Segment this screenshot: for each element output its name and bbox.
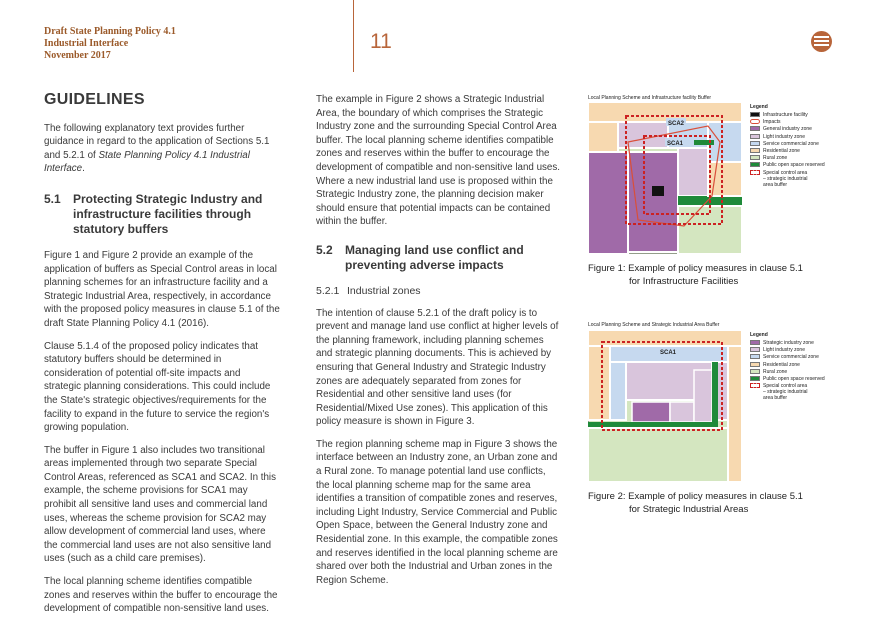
figure2-map-title: Local Planning Scheme and Strategic Industrial Area Buffer (588, 322, 720, 328)
sca1-label: SCA1 (667, 141, 684, 147)
section-5-2-1-heading (316, 285, 560, 299)
caption-line: for Strategic Industrial Areas (629, 504, 749, 515)
document-header (44, 26, 176, 62)
legend-label: Infrastructure facility (763, 112, 808, 118)
legend-item (750, 369, 840, 375)
legend-label: General industry zone (763, 126, 812, 133)
legend-item (750, 141, 840, 147)
legend-item (750, 119, 840, 125)
legend-swatch (750, 340, 760, 345)
legend-swatch (750, 134, 760, 139)
intro-text: The following explanatory text provides further guidance in regard to the application of Sections 5.1 and 5.2.1 of (44, 122, 270, 161)
middle-column (316, 93, 560, 596)
legend-item (750, 162, 840, 168)
section-title: Managing land use conflict and preventing adverse impacts (345, 242, 524, 272)
figure1-caption (588, 262, 803, 288)
legend-item (750, 155, 840, 161)
legend-label: Light industry zone (763, 347, 805, 354)
figure1-legend (750, 104, 840, 189)
paragraph: The example in Figure 2 shows a Strategic Industrial Area, the boundary of which comprises the Strategic Industry zone and the surrounding Special Control Area buffer. The local planning scheme identifies compatible zones and reserves within the buffer to encourage the development of compatible and non-sensitive land uses. Where a new industrial land use is proposed within the Strategic Industry zone, the planning decision maker should ensure that potential impacts can be contained within the buffer. (316, 94, 560, 228)
round-striped-logo-icon (811, 31, 832, 52)
legend-title: Legend (750, 104, 768, 110)
legend-label: Rural zone (763, 368, 788, 375)
paragraph: Figure 1 and Figure 2 provide an example of the application of buffers as Special Control areas in local planning schemes for an infrastructure facility and a Strategic Industrial Area, respectively, in accordance with the proposed policy measures in clause 5.1 of the draft State Planning Policy 4.1 (2016). (44, 249, 280, 329)
figure2-caption (588, 490, 803, 516)
legend-label: Residential zone (763, 361, 800, 368)
page-heading: GUIDELINES (44, 91, 145, 108)
legend-item (750, 347, 840, 353)
legend-swatch (750, 383, 760, 388)
legend-label: Special control area – strategic industrial area buffer (763, 169, 808, 188)
section-5-2-heading (316, 243, 560, 273)
legend-item (750, 148, 840, 154)
legend-swatch (750, 112, 760, 117)
legend-swatch (750, 162, 760, 167)
caption-line: Figure 2: Example of policy measures in clause 5.1 (588, 491, 803, 502)
section-number: 5.2 (316, 242, 333, 257)
section-5-1-heading (44, 192, 280, 237)
legend-swatch (750, 376, 760, 381)
legend-item (750, 134, 840, 140)
legend-label: Special control area – strategic industrial area buffer (763, 383, 808, 402)
legend-item (750, 126, 840, 132)
section-title: Protecting Strategic Industry and infrastructure facilities through statutory buffers (73, 191, 263, 236)
legend-swatch (750, 170, 760, 175)
header-title-line2: Industrial Interface (44, 38, 129, 49)
page-number: 11 (370, 30, 392, 53)
legend-swatch (750, 119, 760, 124)
paragraph: Clause 5.1.4 of the proposed policy indicates that statutory buffers should be determined in consideration of potential off-site impacts and strategic planning considerations. This could include the State's strategic objectives/requirements for the facility to expand in the future to service the region's growing population. (44, 340, 271, 434)
legend-swatch (750, 126, 760, 131)
legend-label: Impacts (763, 119, 781, 126)
figure2-legend (750, 332, 840, 402)
legend-item (750, 170, 840, 188)
legend-swatch (750, 155, 760, 160)
legend-label: Service commercial zone (763, 354, 819, 361)
sca1-label: SCA1 (660, 350, 677, 356)
legend-item (750, 362, 840, 368)
legend-item (750, 112, 840, 118)
legend-swatch (750, 369, 760, 374)
paragraph: The region planning scheme map in Figure 3 shows the interface between an Industry zone, an Urban zone and a Rural zone. To manage potential land use conflicts, the local planning scheme map for the same area identifies a transition of compatible zones and reserves, including Light Industry, Service Commercial and Public Open Space, between the General Industry zone and Residential zone. In this example, the compatible zones and reserves identified in the local planning scheme are shared over both the Industrial and Urban zones in the Region Scheme. (316, 438, 558, 586)
legend-item (750, 340, 840, 346)
figure2-map (588, 330, 742, 482)
figure1-map (588, 102, 742, 254)
header-divider (353, 0, 354, 72)
paragraph: The intention of clause 5.2.1 of the draft policy is to prevent and manage land use conflict at higher levels of the planning framework, including planning schemes and strategic planning documents. This is achieved by ensuring that General Industry and Strategic Industry zones are adequately separated from zones for Residential and other sensitive land uses (for Residential/Mixed Use zones). This application of this policy measure is shown in Figure 3. (316, 307, 559, 428)
caption-line: for Infrastructure Facilities (629, 276, 739, 287)
header-title-line1: Draft State Planning Policy 4.1 (44, 26, 176, 37)
legend-swatch (750, 362, 760, 367)
intro-policy-name: State Planning Policy 4.1 Industrial Interface (44, 149, 250, 175)
legend-label: Public open space reserved (763, 162, 825, 169)
legend-label: Rural zone (763, 155, 788, 162)
section-number: 5.1 (44, 191, 61, 206)
sca2-label: SCA2 (668, 121, 685, 127)
legend-item (750, 354, 840, 360)
legend-label: Residential zone (763, 147, 800, 154)
legend-label: Strategic industry zone (763, 340, 814, 346)
legend-swatch (750, 347, 760, 352)
left-column (44, 93, 280, 625)
figure1-map-title: Local Planning Scheme and Infrastructure facility Buffer (588, 95, 712, 101)
legend-label: Light industry zone (763, 133, 805, 140)
intro-paragraph (44, 122, 280, 176)
legend-label: Public open space reserved (763, 375, 825, 382)
subsection-number: 5.2.1 (316, 284, 340, 297)
legend-swatch (750, 354, 760, 359)
legend-label: Service commercial zone (763, 140, 819, 147)
legend-item (750, 376, 840, 382)
legend-title: Legend (750, 332, 768, 338)
legend-swatch (750, 148, 760, 153)
legend-swatch (750, 141, 760, 146)
paragraph: The buffer in Figure 1 also includes two transitional areas implemented through two separate Special Control Areas, referenced as SCA1 and SCA2. In this example, the scheme provisions for SCA1 may prohibit all sensitive land uses and commercial land uses, whereas the scheme provision for SCA2 may allow development of commercial land uses, where the commercial land uses are not also sensitive land uses (such as a child care premises). (44, 444, 276, 565)
paragraph: The local planning scheme identifies compatible zones and reserves within the buffer to encourage the development of compatible non-sensitive land uses. (44, 576, 278, 615)
infrastructure-facility-marker (652, 186, 664, 196)
header-date: November 2017 (44, 50, 111, 61)
intro-end: . (82, 163, 85, 175)
caption-line: Figure 1: Example of policy measures in clause 5.1 (588, 263, 803, 274)
legend-item (750, 383, 840, 401)
subsection-title: Industrial zones (347, 284, 421, 297)
